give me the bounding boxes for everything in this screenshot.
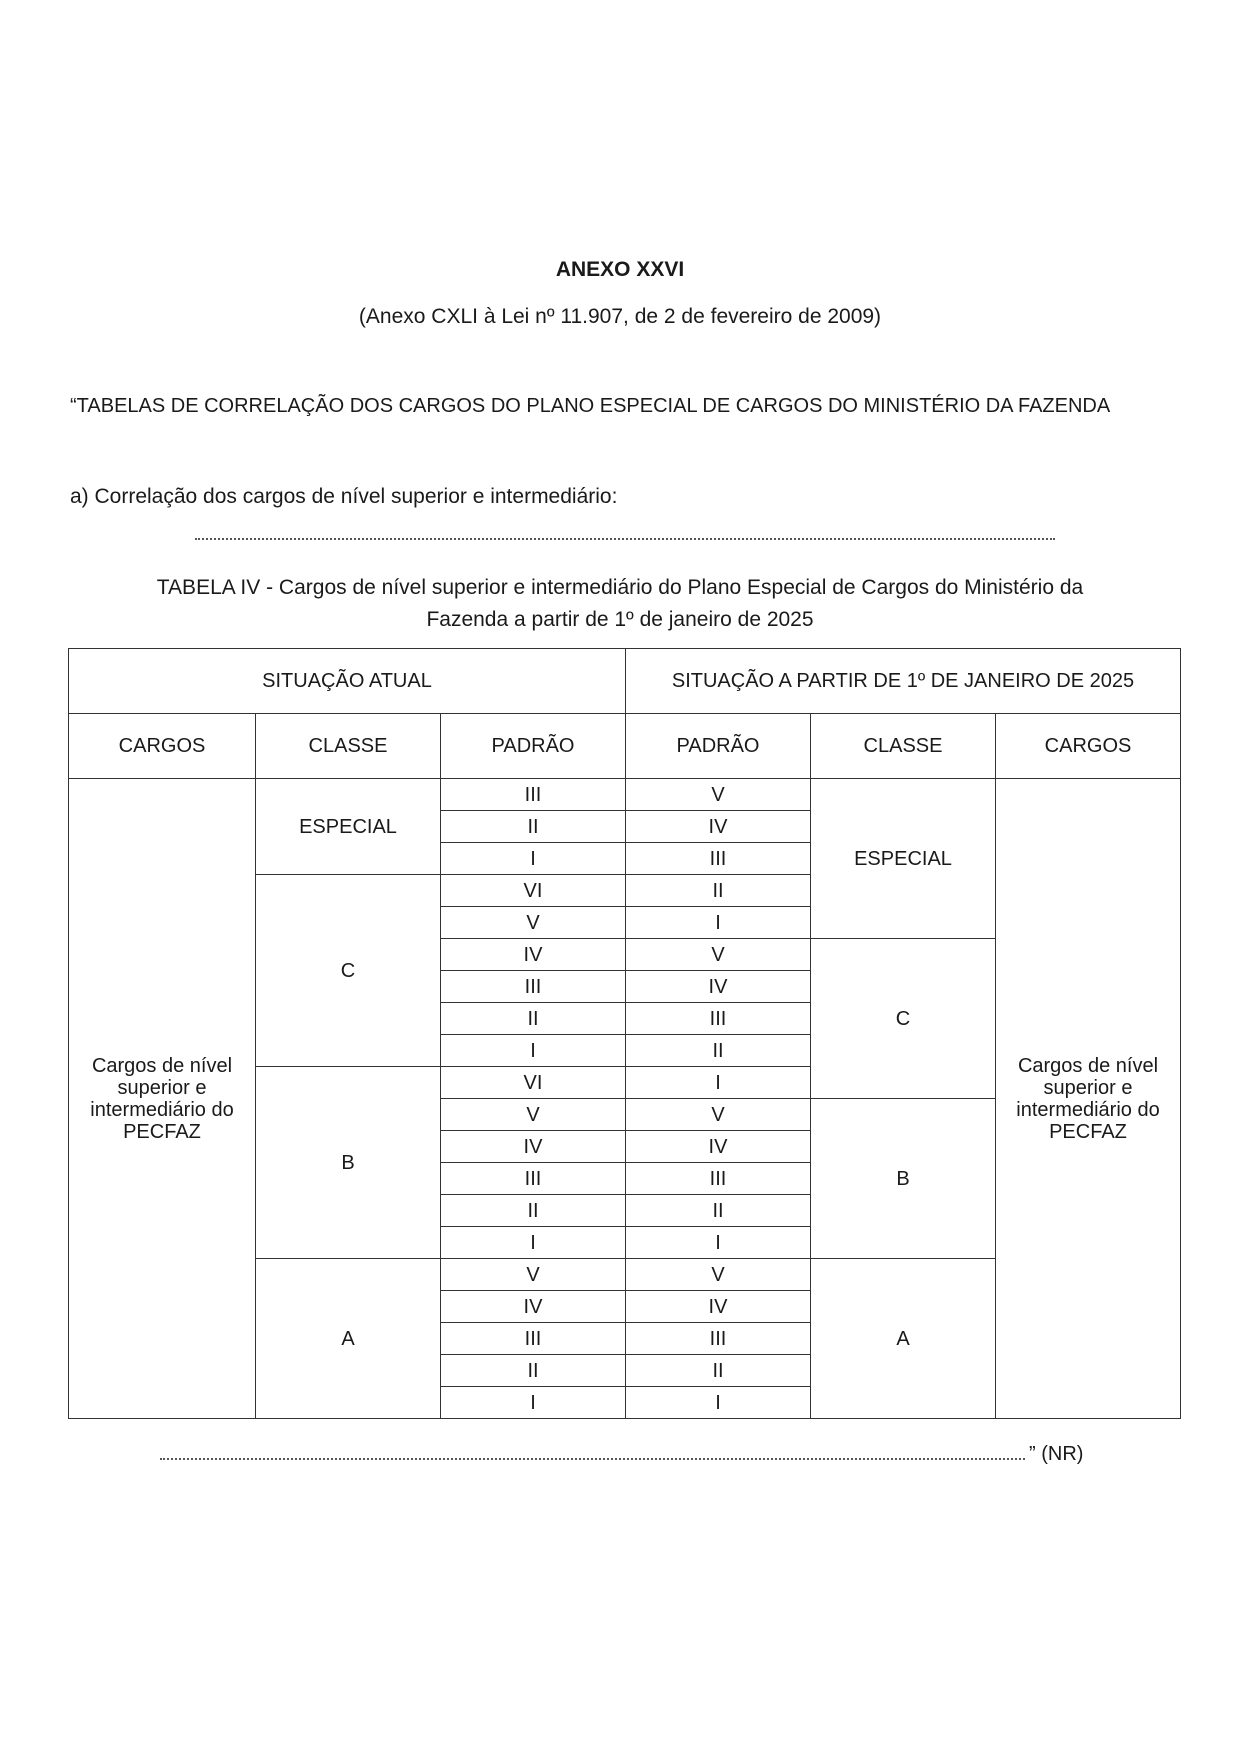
classe-current-c: C [256, 875, 441, 1067]
classe-new-b: B [811, 1099, 996, 1259]
closing-line [160, 1442, 1083, 1466]
padrao-current-cell: II [441, 1003, 626, 1035]
annex-subtitle: (Anexo CXLI à Lei nº 11.907, de 2 de fevereiro de 2009) [358, 305, 882, 328]
padrao-new-cell: IV [626, 971, 811, 1003]
padrao-new-cell: IV [626, 1131, 811, 1163]
padrao-new-cell: V [626, 939, 811, 971]
ellipsis-dots-bottom [160, 1442, 1025, 1460]
correlation-table [68, 648, 1181, 1419]
column-header-row [69, 714, 1181, 779]
classe-new-a: A [811, 1259, 996, 1419]
classe-current-a: A [256, 1259, 441, 1419]
section-a-label: a) Correlação dos cargos de nível superior e intermediário: [70, 485, 618, 508]
padrao-current-cell: IV [441, 1131, 626, 1163]
padrao-current-cell: IV [441, 1291, 626, 1323]
group-header-new: SITUAÇÃO A PARTIR DE 1º DE JANEIRO DE 2025 [626, 649, 1181, 714]
padrao-new-cell: III [626, 1003, 811, 1035]
group-header-row [69, 649, 1181, 714]
padrao-current-cell: I [441, 1387, 626, 1419]
closing-mark: ” (NR) [1029, 1443, 1084, 1465]
table-caption-line2: Fazenda a partir de 1º de janeiro de 2025 [426, 608, 814, 631]
table-row [69, 779, 1181, 811]
padrao-current-cell: I [441, 843, 626, 875]
classe-new-c: C [811, 939, 996, 1099]
padrao-current-cell: III [441, 1323, 626, 1355]
padrao-new-cell: I [626, 1227, 811, 1259]
padrao-current-cell: II [441, 1195, 626, 1227]
padrao-current-cell: V [441, 1099, 626, 1131]
padrao-new-cell: V [626, 1099, 811, 1131]
padrao-new-cell: I [626, 1387, 811, 1419]
column-header-cargos-current: CARGOS [69, 714, 256, 779]
classe-current-especial: ESPECIAL [256, 779, 441, 875]
padrao-new-cell: III [626, 1163, 811, 1195]
padrao-new-cell: I [626, 1067, 811, 1099]
group-header-current: SITUAÇÃO ATUAL [69, 649, 626, 714]
table-caption-line1: TABELA IV - Cargos de nível superior e intermediário do Plano Especial de Cargos do Ministério da [156, 576, 1084, 599]
padrao-current-cell: III [441, 1163, 626, 1195]
padrao-new-cell: III [626, 843, 811, 875]
ellipsis-dots-top [195, 530, 1055, 540]
tables-heading: “TABELAS DE CORRELAÇÃO DOS CARGOS DO PLANO ESPECIAL DE CARGOS DO MINISTÉRIO DA FAZENDA [70, 395, 1111, 417]
padrao-current-cell: V [441, 907, 626, 939]
padrao-current-cell: II [441, 811, 626, 843]
column-header-padrao-current: PADRÃO [441, 714, 626, 779]
padrao-new-cell: V [626, 1259, 811, 1291]
column-header-classe-current: CLASSE [256, 714, 441, 779]
padrao-current-cell: V [441, 1259, 626, 1291]
classe-new-especial: ESPECIAL [811, 779, 996, 939]
padrao-current-cell: I [441, 1035, 626, 1067]
padrao-new-cell: IV [626, 811, 811, 843]
cargos-current-cell: Cargos de nível superior e intermediário do PECFAZ [69, 779, 256, 1419]
padrao-current-cell: IV [441, 939, 626, 971]
padrao-new-cell: IV [626, 1291, 811, 1323]
padrao-new-cell: II [626, 1195, 811, 1227]
column-header-classe-new: CLASSE [811, 714, 996, 779]
padrao-current-cell: III [441, 971, 626, 1003]
padrao-new-cell: I [626, 907, 811, 939]
classe-current-b: B [256, 1067, 441, 1259]
padrao-new-cell: III [626, 1323, 811, 1355]
table-caption [90, 572, 1150, 636]
padrao-current-cell: VI [441, 1067, 626, 1099]
padrao-new-cell: II [626, 1035, 811, 1067]
padrao-current-cell: I [441, 1227, 626, 1259]
cargos-new-cell: Cargos de nível superior e intermediário do PECFAZ [996, 779, 1181, 1419]
padrao-current-cell: III [441, 779, 626, 811]
padrao-new-cell: II [626, 875, 811, 907]
padrao-new-cell: II [626, 1355, 811, 1387]
annex-title: ANEXO XXVI [555, 258, 685, 281]
column-header-cargos-new: CARGOS [996, 714, 1181, 779]
padrao-current-cell: VI [441, 875, 626, 907]
padrao-current-cell: II [441, 1355, 626, 1387]
column-header-padrao-new: PADRÃO [626, 714, 811, 779]
padrao-new-cell: V [626, 779, 811, 811]
